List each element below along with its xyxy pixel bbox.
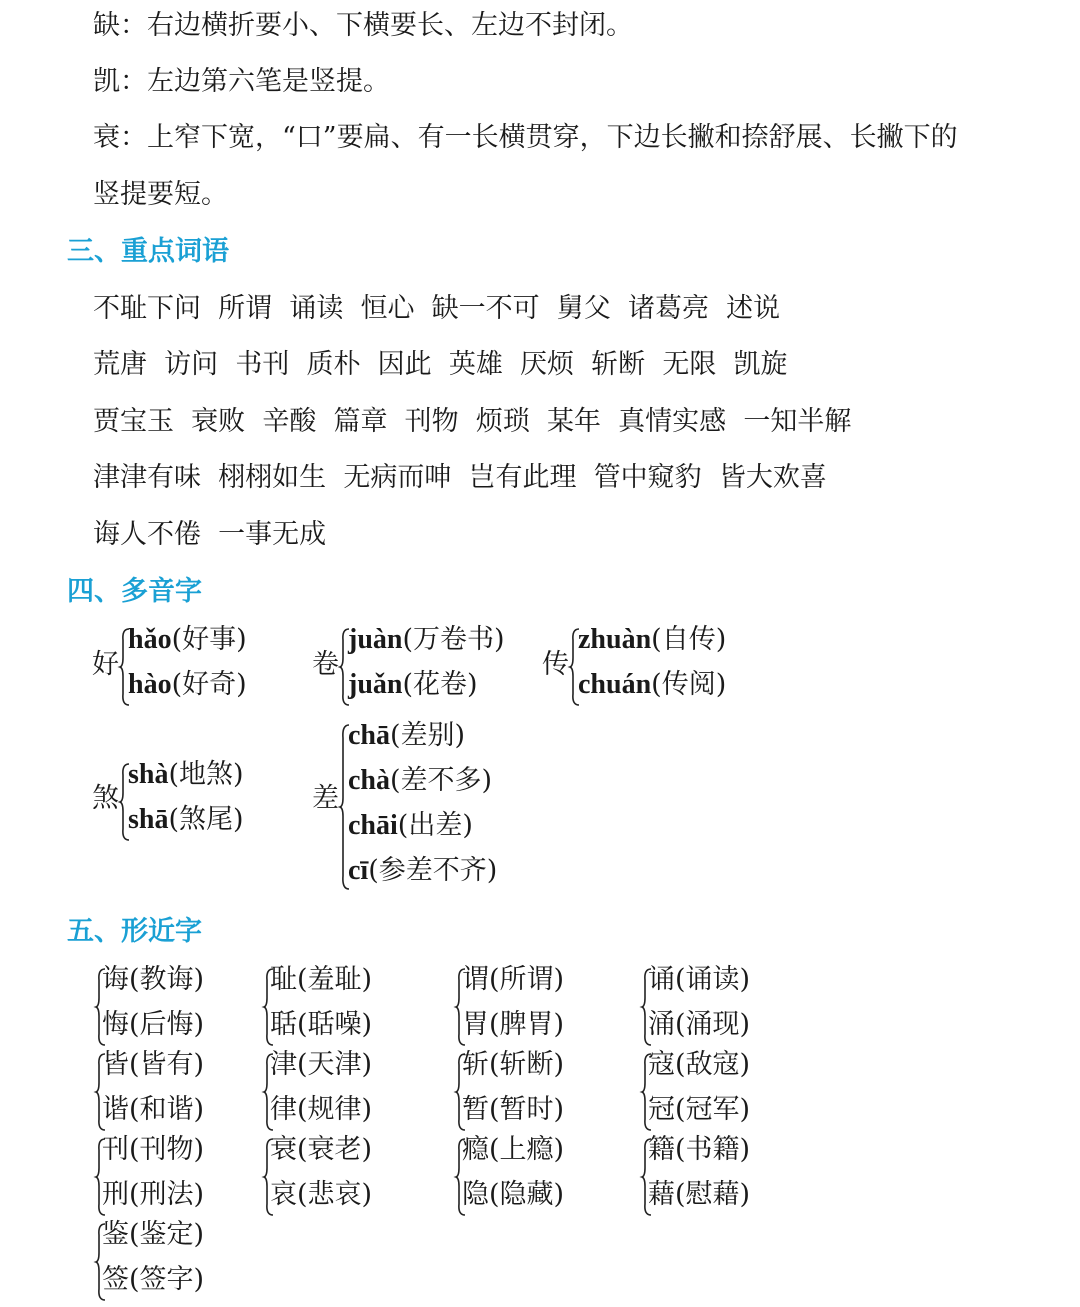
- similar-char-pair: [456, 1049, 616, 1133]
- similar-char-entry: 刊(刊物): [102, 1134, 205, 1165]
- word-row: 荒唐 访问 书刊 质朴 因此 英雄 厌烦 斩断 无限 凯旋: [93, 349, 788, 380]
- similar-char-pair: [456, 1134, 616, 1218]
- similar-char-entry: 诲(教诲): [102, 964, 205, 995]
- polyphone-char: 差: [312, 783, 339, 814]
- polyphone-group: [542, 624, 762, 714]
- polyphone-reading: shā(煞尾): [128, 804, 244, 835]
- structure-note: 缺：右边横折要小、下横要长、左边不封闭。: [93, 10, 633, 41]
- polyphone-reading: zhuàn(自传): [578, 624, 727, 655]
- similar-char-pair: [96, 964, 256, 1048]
- polyphone-reading: juàn(万卷书): [348, 624, 505, 655]
- polyphone-char: 传: [542, 649, 569, 680]
- similar-char-entry: 暂(暂时): [462, 1094, 565, 1125]
- similar-char-entry: 聒(聒噪): [270, 1009, 373, 1040]
- structure-note: 凯：左边第六笔是竖提。: [93, 66, 390, 97]
- similar-char-entry: 胃(脾胃): [462, 1009, 565, 1040]
- similar-char-entry: 衰(衰老): [270, 1134, 373, 1165]
- similar-char-entry: 冠(冠军): [648, 1094, 751, 1125]
- similar-char-pair: [96, 1134, 256, 1218]
- similar-char-pair: [264, 964, 424, 1048]
- similar-char-entry: 鉴(鉴定): [102, 1219, 205, 1250]
- similar-char-entry: 谐(和谐): [102, 1094, 205, 1125]
- polyphone-group: [312, 720, 532, 892]
- similar-char-entry: 瘾(上瘾): [462, 1134, 565, 1165]
- similar-char-pair: [264, 1134, 424, 1218]
- polyphone-reading: chāi(出差): [348, 810, 473, 841]
- similar-char-entry: 隐(隐藏): [462, 1179, 565, 1210]
- similar-char-entry: 诵(诵读): [648, 964, 751, 995]
- similar-char-entry: 律(规律): [270, 1094, 373, 1125]
- polyphone-reading: chā(差别): [348, 720, 466, 751]
- polyphone-char: 好: [92, 649, 119, 680]
- polyphone-group: [92, 759, 292, 849]
- similar-char-entry: 籍(书籍): [648, 1134, 751, 1165]
- word-row: 诲人不倦 一事无成: [93, 519, 327, 550]
- polyphone-reading: shà(地煞): [128, 759, 244, 790]
- similar-char-pair: [642, 1049, 802, 1133]
- similar-char-entry: 涌(涌现): [648, 1009, 751, 1040]
- word-row: 贾宝玉 衰败 辛酸 篇章 刊物 烦琐 某年 真情实感 一知半解: [93, 406, 852, 437]
- similar-char-pair: [456, 964, 616, 1048]
- similar-char-entry: 哀(悲哀): [270, 1179, 373, 1210]
- section-heading-similar-chars: 五、形近字: [67, 916, 202, 947]
- similar-char-entry: 寇(敌寇): [648, 1049, 751, 1080]
- similar-char-entry: 悔(后悔): [102, 1009, 205, 1040]
- similar-char-pair: [96, 1219, 256, 1303]
- similar-char-entry: 津(天津): [270, 1049, 373, 1080]
- similar-char-pair: [96, 1049, 256, 1133]
- polyphone-reading: hào(好奇): [128, 669, 247, 700]
- similar-char-entry: 皆(皆有): [102, 1049, 205, 1080]
- polyphone-char: 煞: [92, 783, 119, 814]
- similar-char-entry: 谓(所谓): [462, 964, 565, 995]
- similar-char-pair: [264, 1049, 424, 1133]
- polyphone-group: [92, 624, 292, 714]
- similar-char-entry: 耻(羞耻): [270, 964, 373, 995]
- similar-char-entry: 签(签字): [102, 1264, 205, 1295]
- structure-note: 竖提要短。: [93, 179, 228, 210]
- polyphone-reading: juǎn(花卷): [348, 669, 478, 700]
- polyphone-reading: chuán(传阅): [578, 669, 727, 700]
- similar-char-pair: [642, 964, 802, 1048]
- word-row: 津津有味 栩栩如生 无病而呻 岂有此理 管中窥豹 皆大欢喜: [93, 462, 827, 493]
- word-row: 不耻下问 所谓 诵读 恒心 缺一不可 舅父 诸葛亮 述说: [93, 293, 781, 324]
- similar-char-entry: 刑(刑法): [102, 1179, 205, 1210]
- polyphone-reading: chà(差不多): [348, 765, 493, 796]
- section-heading-polyphones: 四、多音字: [67, 576, 202, 607]
- similar-char-entry: 藉(慰藉): [648, 1179, 751, 1210]
- similar-char-entry: 斩(斩断): [462, 1049, 565, 1080]
- similar-char-pair: [642, 1134, 802, 1218]
- polyphone-group: [312, 624, 532, 714]
- structure-note: 衰：上窄下宽，“口”要扁、有一长横贯穿，下边长撇和捺舒展、长撇下的: [93, 122, 958, 153]
- polyphone-char: 卷: [312, 649, 339, 680]
- section-heading-key-words: 三、重点词语: [67, 236, 229, 267]
- polyphone-reading: hǎo(好事): [128, 624, 247, 655]
- polyphone-reading: cī(参差不齐): [348, 855, 498, 886]
